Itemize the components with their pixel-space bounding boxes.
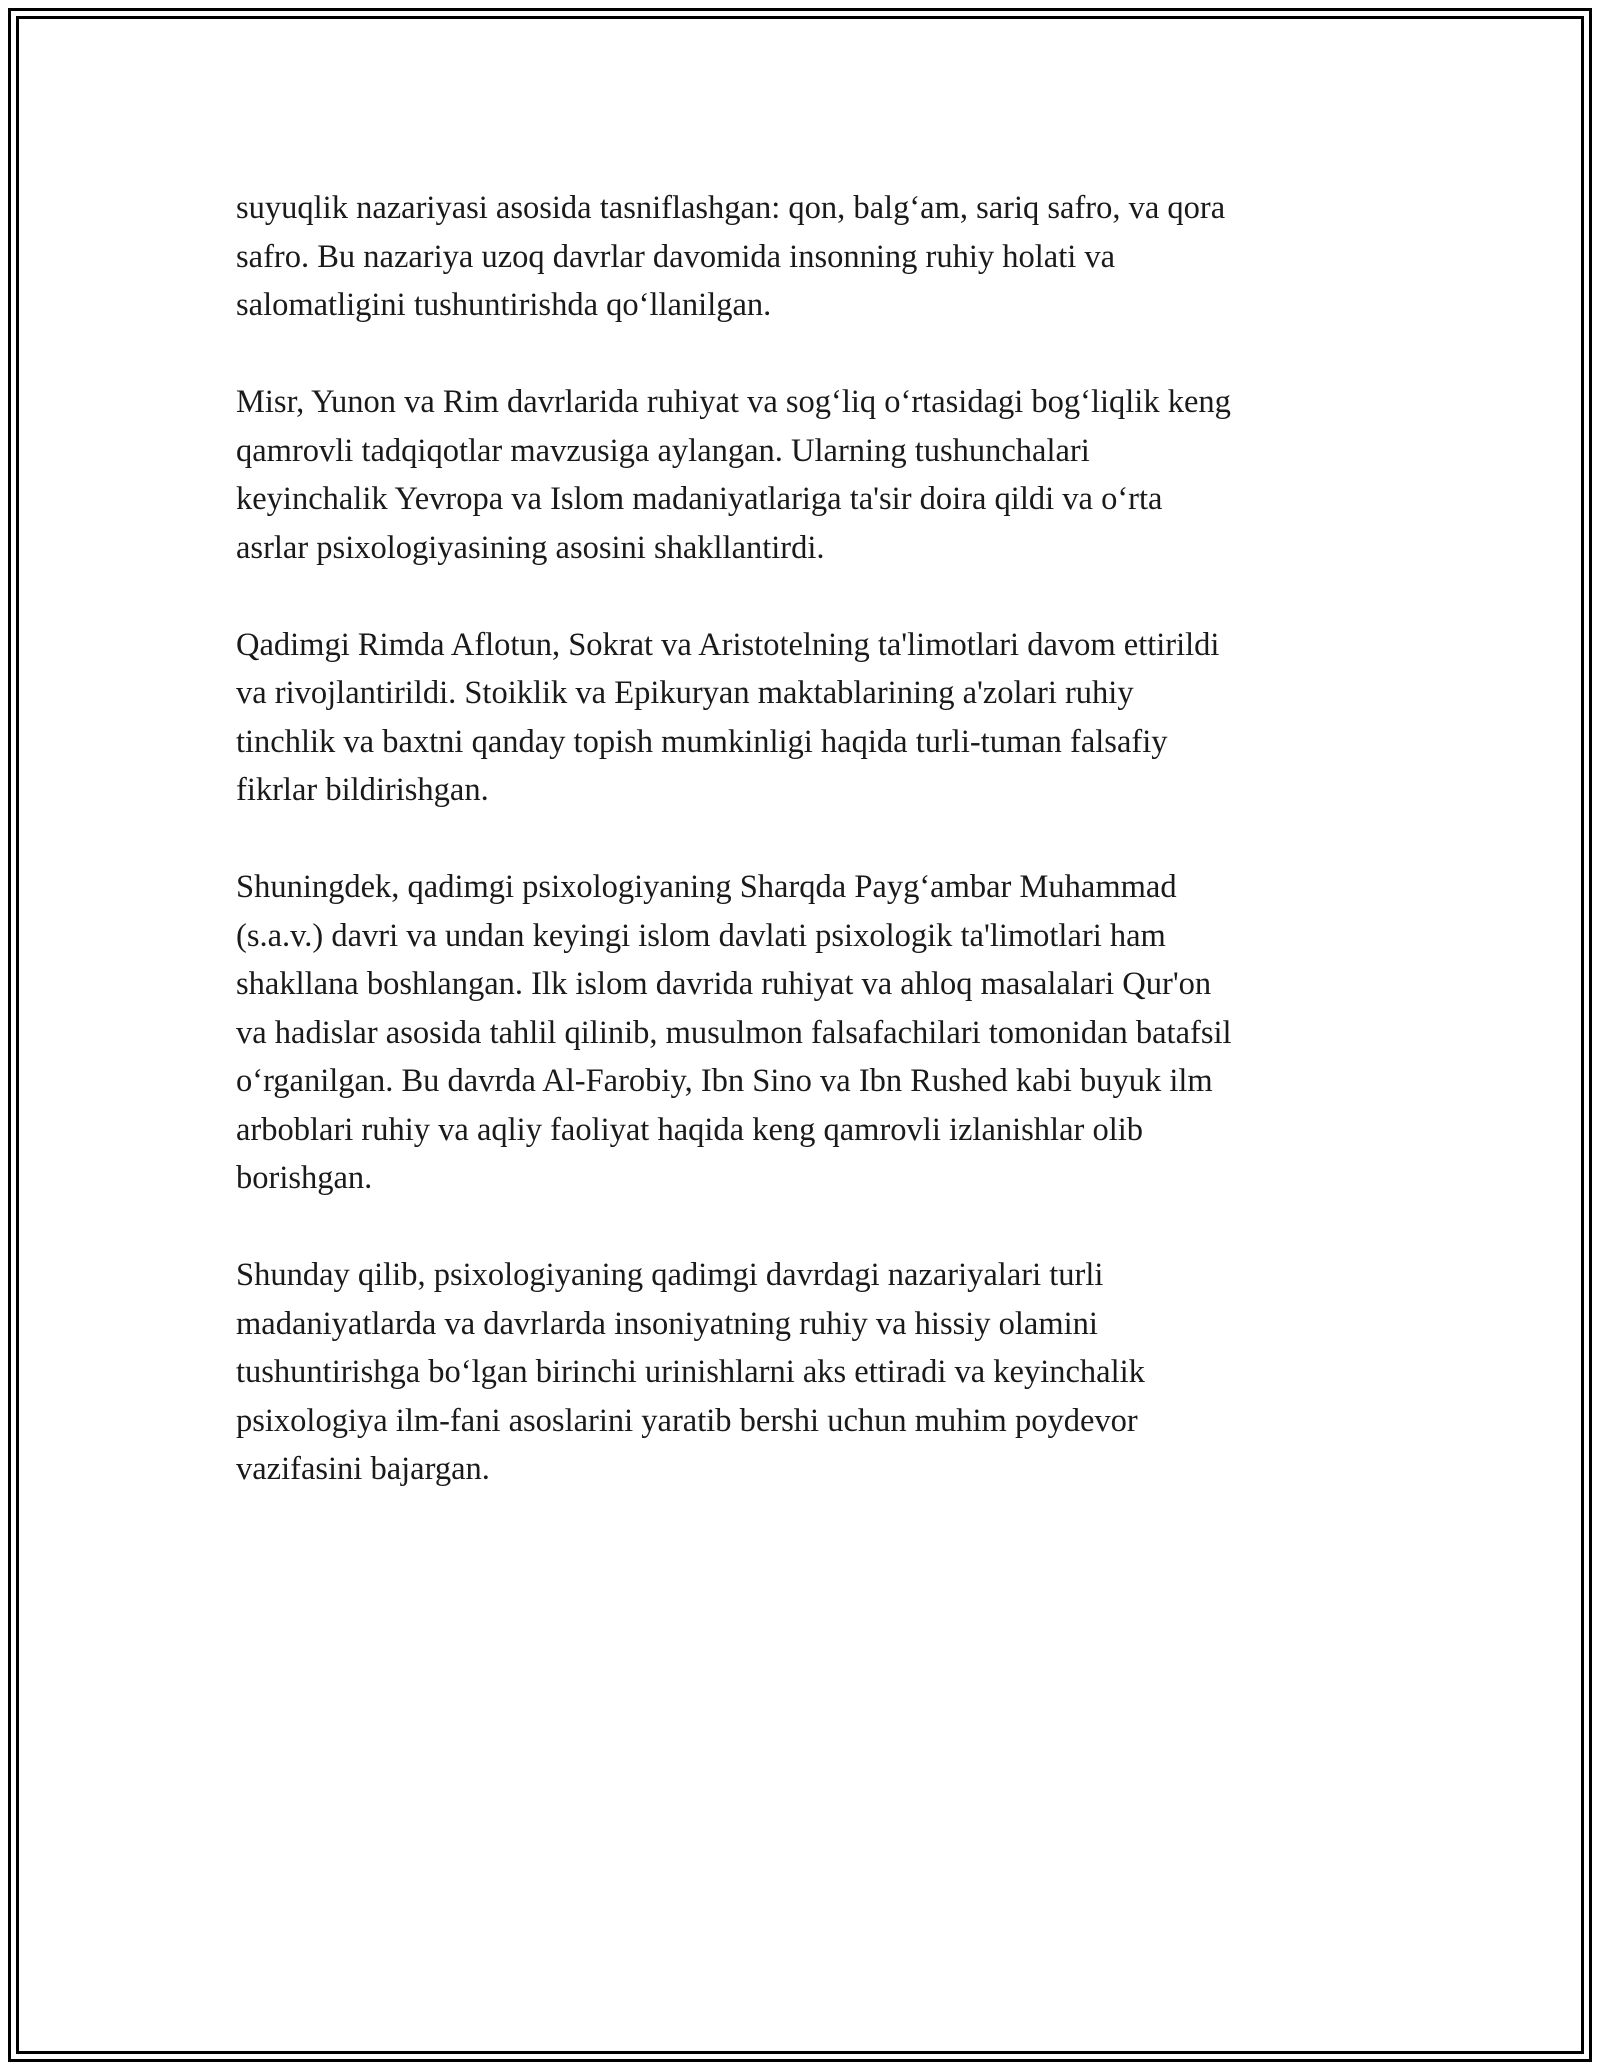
text-line: tushuntirishga bo‘lgan birinchi urinishlarni aks ettiradi va keyinchalik [236, 1354, 1145, 1390]
text-line: salomatligini tushuntirishda qo‘llanilgan. [236, 287, 772, 323]
text-line: Misr, Yunon va Rim davrlarida ruhiyat va sog‘liq o‘rtasidagi bog‘liqlik keng [236, 384, 1231, 420]
paragraph-4 [236, 863, 1386, 1203]
text-line: vazifasini bajargan. [236, 1451, 490, 1487]
paragraph-3 [236, 621, 1386, 815]
text-line: Shunday qilib, psixologiyaning qadimgi davrdagi nazariyalari turli [236, 1257, 1104, 1293]
text-line: shakllana boshlangan. Ilk islom davrida ruhiyat va ahloq masalalari Qur'on [236, 966, 1212, 1002]
text-line: fikrlar bildirishgan. [236, 772, 489, 808]
text-line: va rivojlantirildi. Stoiklik va Epikuryan maktablarining a'zolari ruhiy [236, 675, 1134, 711]
paragraph-1 [236, 184, 1386, 330]
document-body [236, 184, 1386, 1542]
paragraph-2 [236, 378, 1386, 572]
paragraph-5 [236, 1251, 1386, 1494]
text-line: keyinchalik Yevropa va Islom madaniyatlariga ta'sir doira qildi va o‘rta [236, 481, 1163, 517]
text-line: asrlar psixologiyasining asosini shakllantirdi. [236, 529, 825, 566]
text-line: Qadimgi Rimda Aflotun, Sokrat va Aristotelning ta'limotlari davom ettirildi [236, 626, 1220, 663]
text-line: Shuningdek, qadimgi psixologiyaning Sharqda Payg‘ambar Muhammad [236, 869, 1177, 905]
text-line: o‘rganilgan. Bu davrda Al-Farobiy, Ibn Sino va Ibn Rushed kabi buyuk ilm [236, 1063, 1213, 1099]
text-line: psixologiya ilm-fani asoslarini yaratib bershi uchun muhim poydevor [236, 1402, 1138, 1439]
text-line: qamrovli tadqiqotlar mavzusiga aylangan. Ularning tushunchalari [236, 432, 1090, 469]
text-line: borishgan. [236, 1160, 373, 1196]
text-line: madaniyatlarda va davrlarda insoniyatning ruhiy va hissiy olamini [236, 1305, 1098, 1342]
text-line: va hadislar asosida tahlil qilinib, musulmon falsafachilari tomonidan batafsil [236, 1014, 1232, 1051]
text-line: arboblari ruhiy va aqliy faoliyat haqida keng qamrovli izlanishlar olib [236, 1111, 1144, 1148]
text-line: tinchlik va baxtni qanday topish mumkinligi haqida turli-tuman falsafiy [236, 723, 1168, 760]
text-line: suyuqlik nazariyasi asosida tasniflashgan: qon, balg‘am, sariq safro, va qora [236, 190, 1226, 226]
text-line: (s.a.v.) davri va undan keyingi islom davlati psixologik ta'limotlari ham [236, 917, 1166, 954]
text-line: safro. Bu nazariya uzoq davrlar davomida insonning ruhiy holati va [236, 238, 1116, 275]
